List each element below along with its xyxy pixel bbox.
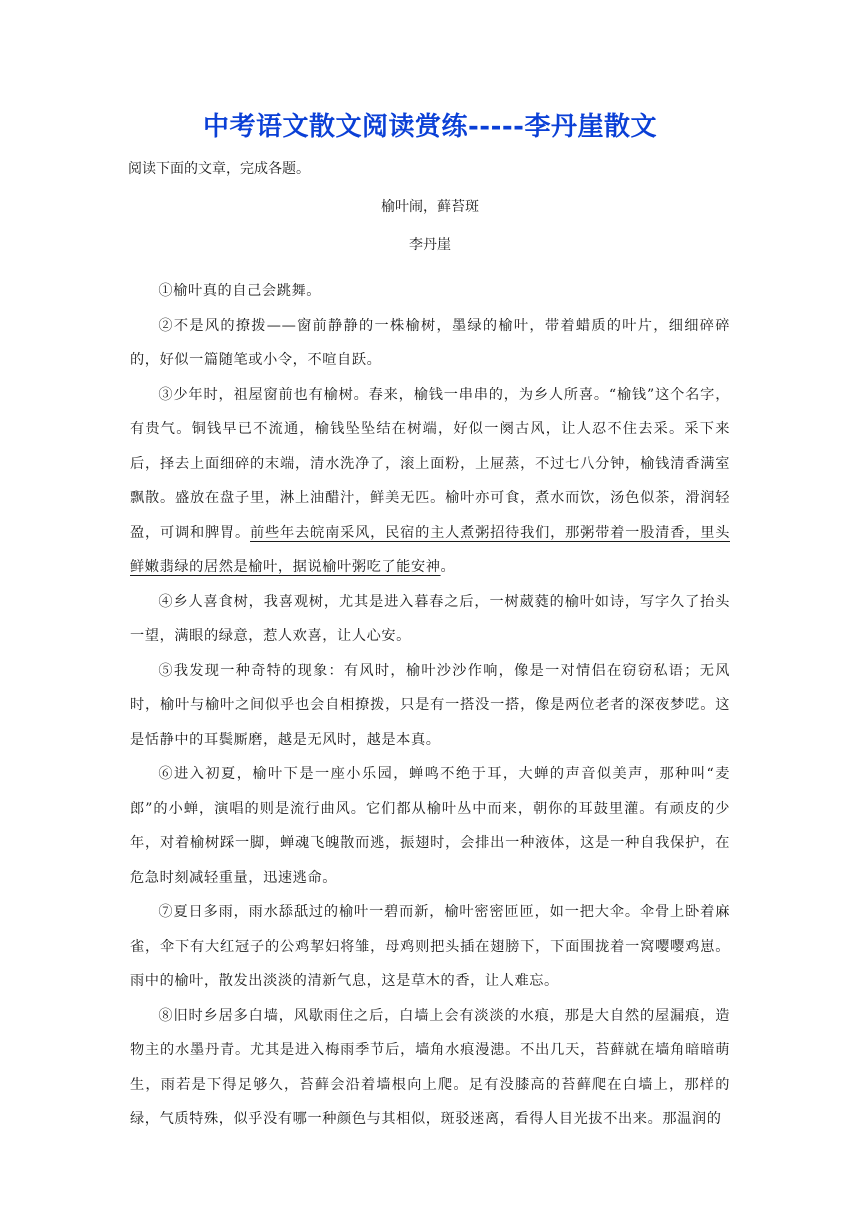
paragraph-6 xyxy=(130,757,730,895)
paragraph-5 xyxy=(130,654,730,758)
paragraph-8 xyxy=(130,999,730,1137)
paragraph-7 xyxy=(130,895,730,999)
paragraph-text: ④乡人喜食树，我喜观树，尤其是进入暮春之后，一树葳蕤的榆叶如诗，写字久了抬头一望，满眼的绿意，惹人欢喜，让人心安。 xyxy=(130,593,730,644)
paragraph-3 xyxy=(130,378,730,585)
paragraph-text: ①榆叶真的自己会跳舞。 xyxy=(158,283,322,299)
document-title: 中考语文散文阅读赏练-----李丹崖散文 xyxy=(203,112,657,142)
paragraph-text: ⑧旧时乡居多白墙，风歇雨住之后，白墙上会有淡淡的水痕，那是大自然的屋漏痕，造物主的水墨丹青。尤其是进入梅雨季节后，墙角水痕漫漶。不出几天，苔藓就在墙角暗暗萌生，雨若是下得足够久，苔藓会沿着墙根向上爬。足有没膝高的苔藓爬在白墙上，那样的绿，气质特殊，似乎没有哪一种颜色与其相似，斑驳迷离，看得人目光拔不出来。那温润的 xyxy=(130,1007,730,1127)
document-page xyxy=(130,108,730,1137)
instruction-text: 阅读下面的文章，完成各题。 xyxy=(128,161,310,177)
paragraph-2 xyxy=(130,309,730,378)
paragraph-4 xyxy=(130,585,730,654)
underlined-sentence: 前些年去皖南采风，民宿的主人煮粥招待我们，那粥带着一股清香，里头鲜嫩翡绿的居然是榆叶，据说榆叶粥吃了能安神 xyxy=(130,524,730,575)
paragraph-text: ⑤我发现一种奇特的现象：有风时，榆叶沙沙作响，像是一对情侣在窃窃私语；无风时，榆叶与榆叶之间似乎也会自相撩拨，只是有一搭没一搭，像是两位老者的深夜梦呓。这是恬静中的耳鬓厮磨，越是无风时，越是本真。 xyxy=(130,662,730,748)
paragraph-text: ②不是风的撩拨——窗前静静的一株榆树，墨绿的榆叶，带着蜡质的叶片，细细碎碎的，好似一篇随笔或小令，不喧自跃。 xyxy=(130,317,730,368)
paragraph-1 xyxy=(130,274,730,309)
essay-title: 榆叶闹，藓苔斑 xyxy=(381,199,479,215)
essay-author: 李丹崖 xyxy=(409,237,451,253)
paragraph-text: ⑦夏日多雨，雨水舔舐过的榆叶一碧而新，榆叶密密匝匝，如一把大伞。伞骨上卧着麻雀，伞下有大红冠子的公鸡挈妇将雏，母鸡则把头插在翅膀下，下面围拢着一窝嘤嘤鸡崽。雨中的榆叶，散发出淡淡的清新气息，这是草木的香，让人难忘。 xyxy=(130,904,730,989)
paragraph-tail: 。 xyxy=(440,559,456,575)
paragraph-text: ⑥进入初夏，榆叶下是一座小乐园，蝉鸣不绝于耳，大蝉的声音似美声，那种叫“麦郎”的小蝉，演唱的则是流行曲风。它们都从榆叶丛中而来，朝你的耳鼓里灌。有顽皮的少年，对着榆树踩一脚，蝉魂飞魄散而逃，振翅时，会排出一种液体，这是一种自我保护，在危急时刻减轻重量，迅速逃命。 xyxy=(130,766,730,886)
paragraph-text: ③少年时，祖屋窗前也有榆树。春来，榆钱一串串的，为乡人所喜。“榆钱”这个名字，有贵气。铜钱早已不流通，榆钱坠坠结在树端，好似一阕古风，让人忍不住去采。采下来后，择去上面细碎的末端，清水洗净了，滚上面粉，上屉蒸，不过七八分钟，榆钱清香满室飘散。盛放在盘子里，淋上油醋汁，鲜美无匹。榆叶亦可食，煮水而饮，汤色似茶，滑润轻盈，可调和脾胃。 xyxy=(130,386,730,541)
